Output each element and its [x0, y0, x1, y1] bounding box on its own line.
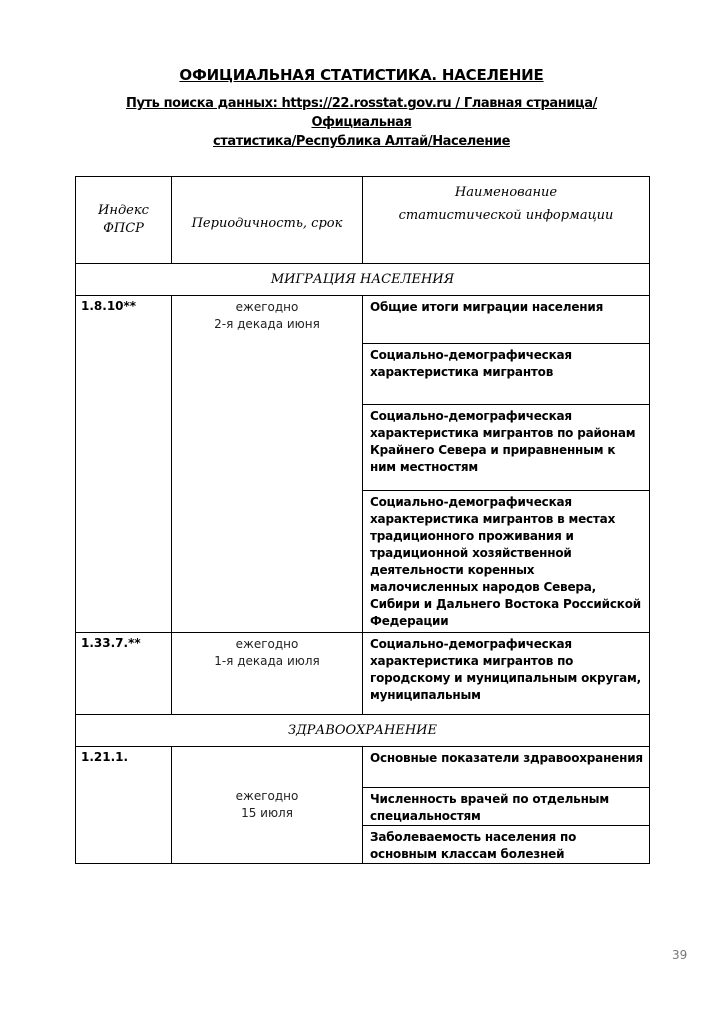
- item-cell: Численность врачей по отдельным специальностям: [363, 788, 650, 826]
- item-cell: Социально-демографическая характеристика мигрантов по районам Крайнего Севера и приравненным к ним местностям: [363, 405, 650, 491]
- path-line-1: Путь поиска данных: https://22.rosstat.gov.ru / Главная страница/Официальная: [125, 96, 598, 130]
- path-line-2: статистика/Республика Алтай/Население: [212, 134, 511, 149]
- period-line2: 1-я декада июля: [214, 654, 320, 668]
- period-line2: 15 июля: [241, 806, 293, 820]
- header-periodicity: Периодичность, срок: [172, 177, 363, 264]
- period-line1: ежегодно: [235, 789, 299, 803]
- table-row: [76, 633, 650, 715]
- item-cell: Социально-демографическая характеристика мигрантов: [363, 344, 650, 405]
- period-line1: ежегодно: [235, 300, 299, 314]
- index-cell: 1.33.7.**: [76, 633, 172, 715]
- period-line2: 2-я декада июня: [214, 317, 320, 331]
- item-cell: Заболеваемость населения по основным классам болезней: [363, 826, 650, 864]
- statistics-table: [75, 176, 650, 864]
- data-search-path: [90, 94, 633, 151]
- header-name-line2: статистической информации: [398, 208, 614, 223]
- header-name-line1: Наименование: [454, 185, 558, 200]
- header-name: [363, 177, 650, 264]
- period-cell: [172, 296, 363, 633]
- period-cell: [172, 747, 363, 864]
- period-cell: [172, 633, 363, 715]
- header-index-line1: Индекс: [98, 203, 149, 218]
- item-cell: Общие итоги миграции населения: [363, 296, 650, 344]
- index-cell: 1.21.1.: [76, 747, 172, 864]
- section-title-migration: МИГРАЦИЯ НАСЕЛЕНИЯ: [76, 264, 650, 296]
- section-row: [76, 264, 650, 296]
- table-row: [76, 296, 650, 344]
- header-index-line2: ФПСР: [103, 221, 144, 236]
- header-row: [76, 177, 650, 264]
- index-cell: 1.8.10**: [76, 296, 172, 633]
- header-index: [76, 177, 172, 264]
- page-number: 39: [672, 948, 688, 962]
- page-title: ОФИЦИАЛЬНАЯ СТАТИСТИКА. НАСЕЛЕНИЕ: [179, 66, 544, 84]
- item-cell: Социально-демографическая характеристика мигрантов в местах традиционного проживания и традиционной хозяйственной деятельности коренных малочисленных народов Севера, Сибири и Дальнего Востока Российской Федерации: [363, 491, 650, 633]
- item-cell: Социально-демографическая характеристика мигрантов по городскому и муниципальным округам, муниципальным: [363, 633, 650, 715]
- table-row: [76, 747, 650, 788]
- section-title-healthcare: ЗДРАВООХРАНЕНИЕ: [76, 715, 650, 747]
- section-row: [76, 715, 650, 747]
- period-line1: ежегодно: [235, 637, 299, 651]
- item-cell: Основные показатели здравоохранения: [363, 747, 650, 788]
